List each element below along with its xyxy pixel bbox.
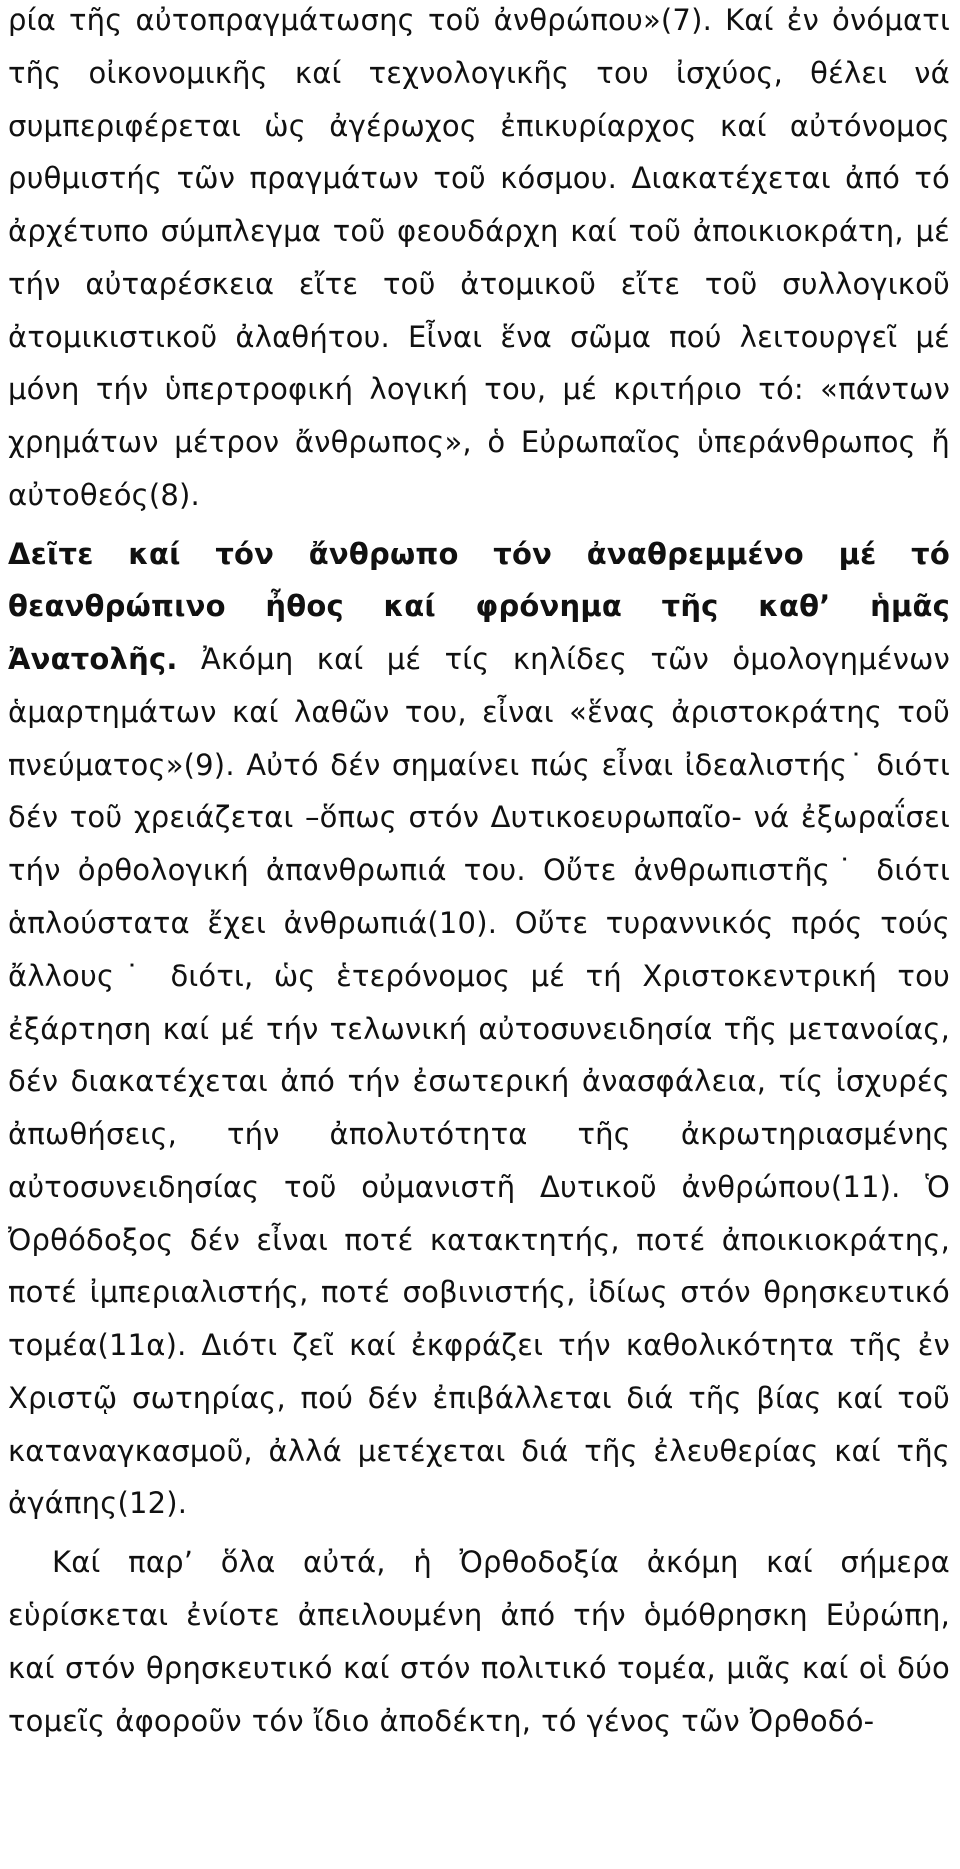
paragraph-3: [8, 1536, 950, 1747]
paragraph-1-text: ρία τῆς αὐτοπραγμάτωσης τοῦ ἀνθρώπου»(7). Καί ἐν ὀνόματι τῆς οἰκονομικῆς καί τεχνολογικῆς του ἰσχύος, θέλει νά συμπεριφέρεται ὡς ἀγέρωχος ἐπικυρίαρχος καί αὐτόνομος ρυθμιστής τῶν πραγμάτων τοῦ κόσμου. Διακατέχεται ἀπό τό ἀρχέτυπο σύμπλεγμα τοῦ φεουδάρχη καί τοῦ ἀποικιοκράτη, μέ τήν αὐταρέσκεια εἴτε τοῦ ἀτομικοῦ εἴτε τοῦ συλλογικοῦ ἀτομικιστικοῦ ἀλαθήτου. Εἶναι ἕνα σῶμα πού λειτουργεῖ μέ μόνη τήν ὑπερτροφική λογική του, μέ κριτήριο τό: «πάντων χρημάτων μέτρον ἄνθρωπος», ὁ Εὐρωπαῖος ὑπεράνθρωπος ἤ αὐτοθεός(8).: [8, 3, 950, 512]
paragraph-2-bold-lead: Δεῖτε καί τόν ἄνθρωπο τόν ἀναθρεμμένο μέ τό θεανθρώπινο ἦθος καί φρόνημα τῆς καθ’ ἡμᾶς Ἀνατολῆς.: [8, 536, 950, 677]
paragraph-2: [8, 528, 950, 1531]
paragraph-2-text: Ἀκόμη καί μέ τίς κηλίδες τῶν ὁμολογημένων ἁμαρτημάτων καί λαθῶν του, εἶναι «ἕνας ἀριστοκράτης τοῦ πνεύματος»(9). Αὐτό δέν σημαίνει πώς εἶναι ἰδεαλιστής˙ διότι δέν τοῦ χρειάζεται –ὅπως στόν Δυτικοευρωπαῖο- νά ἐξωραΐσει τήν ὀρθολογική ἀπανθρωπιά του. Οὔτε ἀνθρωπιστῆς˙ διότι ἁπλούστατα ἔχει ἀνθρωπιά(10). Οὔτε τυραννικός πρός τούς ἄλλους˙ διότι, ὡς ἑτερόνομος μέ τή Χριστοκεντρική του ἐξάρτηση καί μέ τήν τελωνική αὐτοσυνειδησία τῆς μετανοίας, δέν διακατέχεται ἀπό τήν ἐσωτερική ἀνασφάλεια, τίς ἰσχυρές ἀπωθήσεις, τήν ἀπολυτότητα τῆς ἀκρωτηριασμένης αὐτοσυνειδησίας τοῦ οὐμανιστῆ Δυτικοῦ ἀνθρώπου(11). Ὁ Ὀρθόδοξος δέν εἶναι ποτέ κατακτητής, ποτέ ἀποικιοκράτης, ποτέ ἰμπεριαλιστής, ποτέ σοβινιστής, ἰδίως στόν θρησκευτικό τομέα(11α). Διότι ζεῖ καί ἐκφράζει τήν καθολικότητα τῆς ἐν Χριστῷ σωτηρίας, πού δέν ἐπιβάλλεται διά τῆς βίας καί τοῦ καταναγκασμοῦ, ἀλλά μετέχεται διά τῆς ἐλευθερίας καί τῆς ἀγάπης(12).: [8, 642, 950, 1521]
paragraph-1: [8, 0, 950, 522]
paragraph-3-text: Καί παρ’ ὅλα αὐτά, ἡ Ὀρθοδοξία ἀκόμη καί σήμερα εὑρίσκεται ἐνίοτε ἀπειλουμένη ἀπό τήν ὁμόθρησκη Εὐρώπη, καί στόν θρησκευτικό καί στόν πολιτικό τομέα, μιᾶς καί οἱ δύο τομεῖς ἀφοροῦν τόν ἴδιο ἀποδέκτη, τό γένος τῶν Ὀρθοδό-: [8, 1545, 950, 1738]
